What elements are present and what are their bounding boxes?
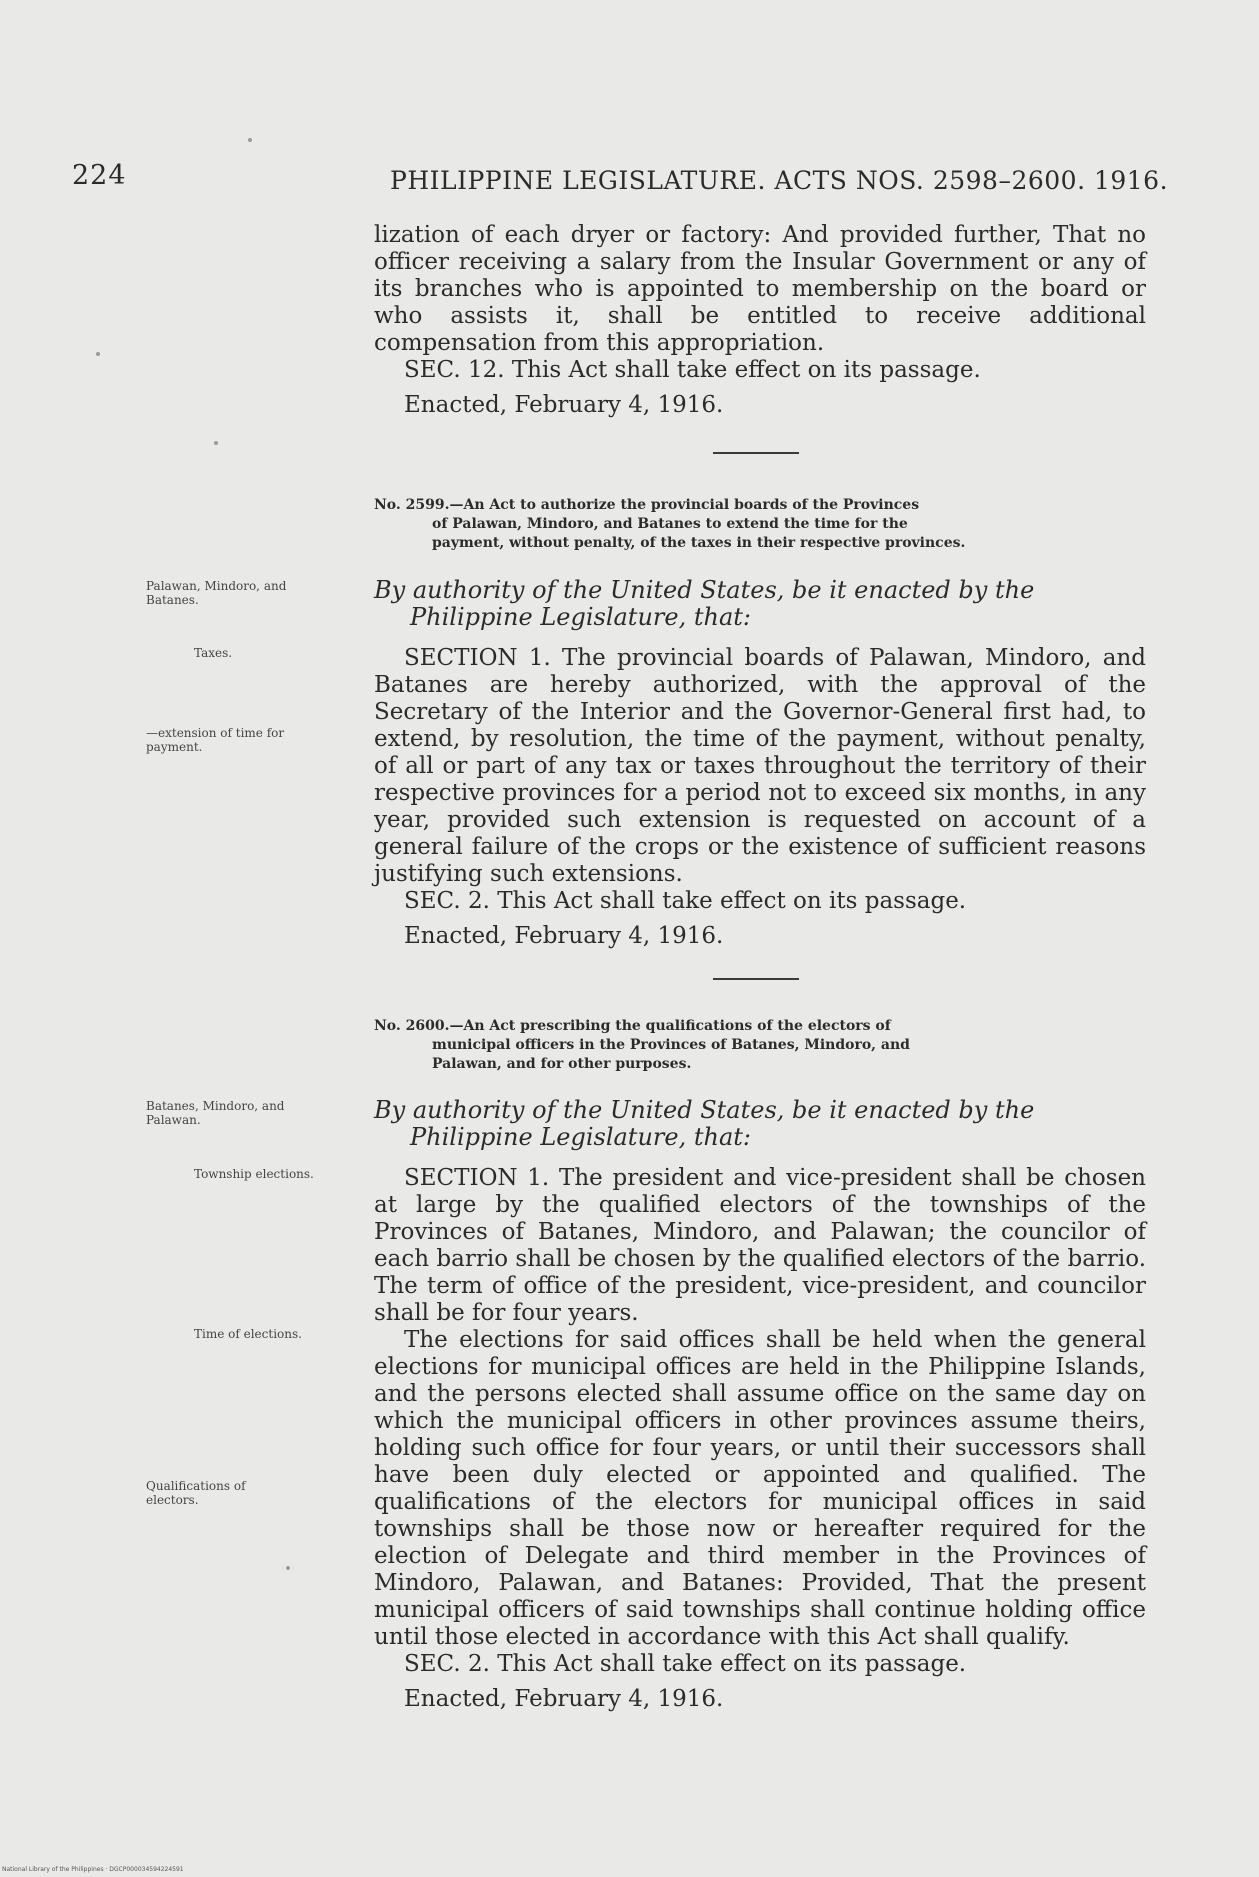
act-2600-title bbox=[374, 1017, 1146, 1074]
act-2599-title-line: No. 2599.—An Act to authorize the provincial boards of the Provinces bbox=[374, 497, 920, 513]
margin-note-taxes: Taxes. bbox=[194, 646, 233, 660]
margin-note-township: Township elections. bbox=[194, 1167, 314, 1181]
act-2599-body bbox=[374, 645, 1146, 950]
act-2599-section-1: SECTION 1. The provincial boards of Palawan, Mindoro, and Batanes are hereby authorized, with the approval of the Secretary of the Interior and the Governor-General first had, to extend, by resolution, the time of the payment, without penalty, of all or part of any tax or taxes throughout the territory of their respective provinces for a period not to exceed six months, in any year, provided such extension is requested on account of a general failure of the crops or the existence of sufficient reasons justifying such extensions. bbox=[374, 645, 1146, 887]
scan-speck bbox=[248, 138, 252, 142]
act-2599-sec2: SEC. 2. This Act shall take effect on its passage. bbox=[404, 888, 967, 914]
margin-note-palawan: Palawan, Mindoro, and Batanes. bbox=[146, 579, 287, 607]
act-2599-enacting-clause bbox=[374, 577, 1146, 631]
margin-note-qualifications: Qualifications of electors. bbox=[146, 1479, 246, 1507]
act-2600-section-1-b: The elections for said offices shall be held when the general elections for municipal offices are held in the Philippine Islands, and the persons elected shall assume office on the same day on which the municipal officers in other provinces assume theirs, holding such office for four years, or until their successors shall have been duly elected or appointed and qualified. The qualifications of the electors for municipal offices in said townships shall be those now or hereafter required for the election of Delegate and third member in the Provinces of Mindoro, Palawan, and Batanes: Provided, That the present municipal officers of said townships shall continue holding office until those elected in accordance with this Act shall qualify. bbox=[374, 1327, 1146, 1650]
act-2600-body bbox=[374, 1165, 1146, 1713]
act-2600-enacted: Enacted, February 4, 1916. bbox=[404, 1686, 724, 1712]
scan-speck bbox=[286, 1566, 290, 1570]
prev-act-enacted: Enacted, February 4, 1916. bbox=[404, 392, 724, 418]
enacting-line-1: By authority of the United States, be it enacted by the bbox=[374, 1096, 1035, 1124]
section-rule bbox=[713, 452, 799, 454]
page-number: 224 bbox=[72, 160, 127, 191]
act-2600-title-line: municipal officers in the Provinces of Batanes, Mindoro, and bbox=[432, 1037, 910, 1053]
act-2600-sec2: SEC. 2. This Act shall take effect on its passage. bbox=[404, 1651, 967, 1677]
section-rule bbox=[713, 978, 799, 980]
act-2599-title-line: of Palawan, Mindoro, and Batanes to extend the time for the bbox=[432, 516, 908, 532]
act-2599-title-line: payment, without penalty, of the taxes in their respective provinces. bbox=[432, 535, 966, 551]
act-2600-enacting-clause bbox=[374, 1097, 1146, 1151]
running-head: PHILIPPINE LEGISLATURE. ACTS NOS. 2598–2600. 1916. bbox=[390, 166, 1169, 195]
act-2600-title-line: No. 2600.—An Act prescribing the qualifications of the electors of bbox=[374, 1018, 891, 1034]
scan-speck bbox=[96, 352, 100, 356]
scan-speck bbox=[214, 441, 218, 445]
prev-act-continuation: lization of each dryer or factory: And provided further, That no officer receiving a salary from the Insular Government or any of its branches who is appointed to membership on the board or who assists it, shall be entitled to receive additional compensation from this appropriation. bbox=[374, 222, 1146, 356]
margin-note-extension: —extension of time for payment. bbox=[146, 726, 285, 754]
margin-note-time: Time of elections. bbox=[194, 1327, 302, 1341]
scan-footer: National Library of the Philippines · DGCP000034594224591 bbox=[2, 1866, 184, 1873]
margin-note-batanes: Batanes, Mindoro, and Palawan. bbox=[146, 1099, 285, 1127]
enacting-line-1: By authority of the United States, be it enacted by the bbox=[374, 576, 1035, 604]
enacting-line-2: Philippine Legislature, that: bbox=[410, 603, 751, 631]
act-2600-title-line: Palawan, and for other purposes. bbox=[432, 1056, 692, 1072]
prev-act-block bbox=[374, 222, 1146, 419]
prev-act-sec12: SEC. 12. This Act shall take effect on its passage. bbox=[404, 357, 981, 383]
act-2599-title bbox=[374, 496, 1146, 553]
enacting-line-2: Philippine Legislature, that: bbox=[410, 1123, 751, 1151]
act-2600-section-1-a: SECTION 1. The president and vice-president shall be chosen at large by the qualified electors of the townships of the Provinces of Batanes, Mindoro, and Palawan; the councilor of each barrio shall be chosen by the qualified electors of the barrio. The term of office of the president, vice-president, and councilor shall be for four years. bbox=[374, 1165, 1146, 1326]
act-2599-enacted: Enacted, February 4, 1916. bbox=[404, 923, 724, 949]
